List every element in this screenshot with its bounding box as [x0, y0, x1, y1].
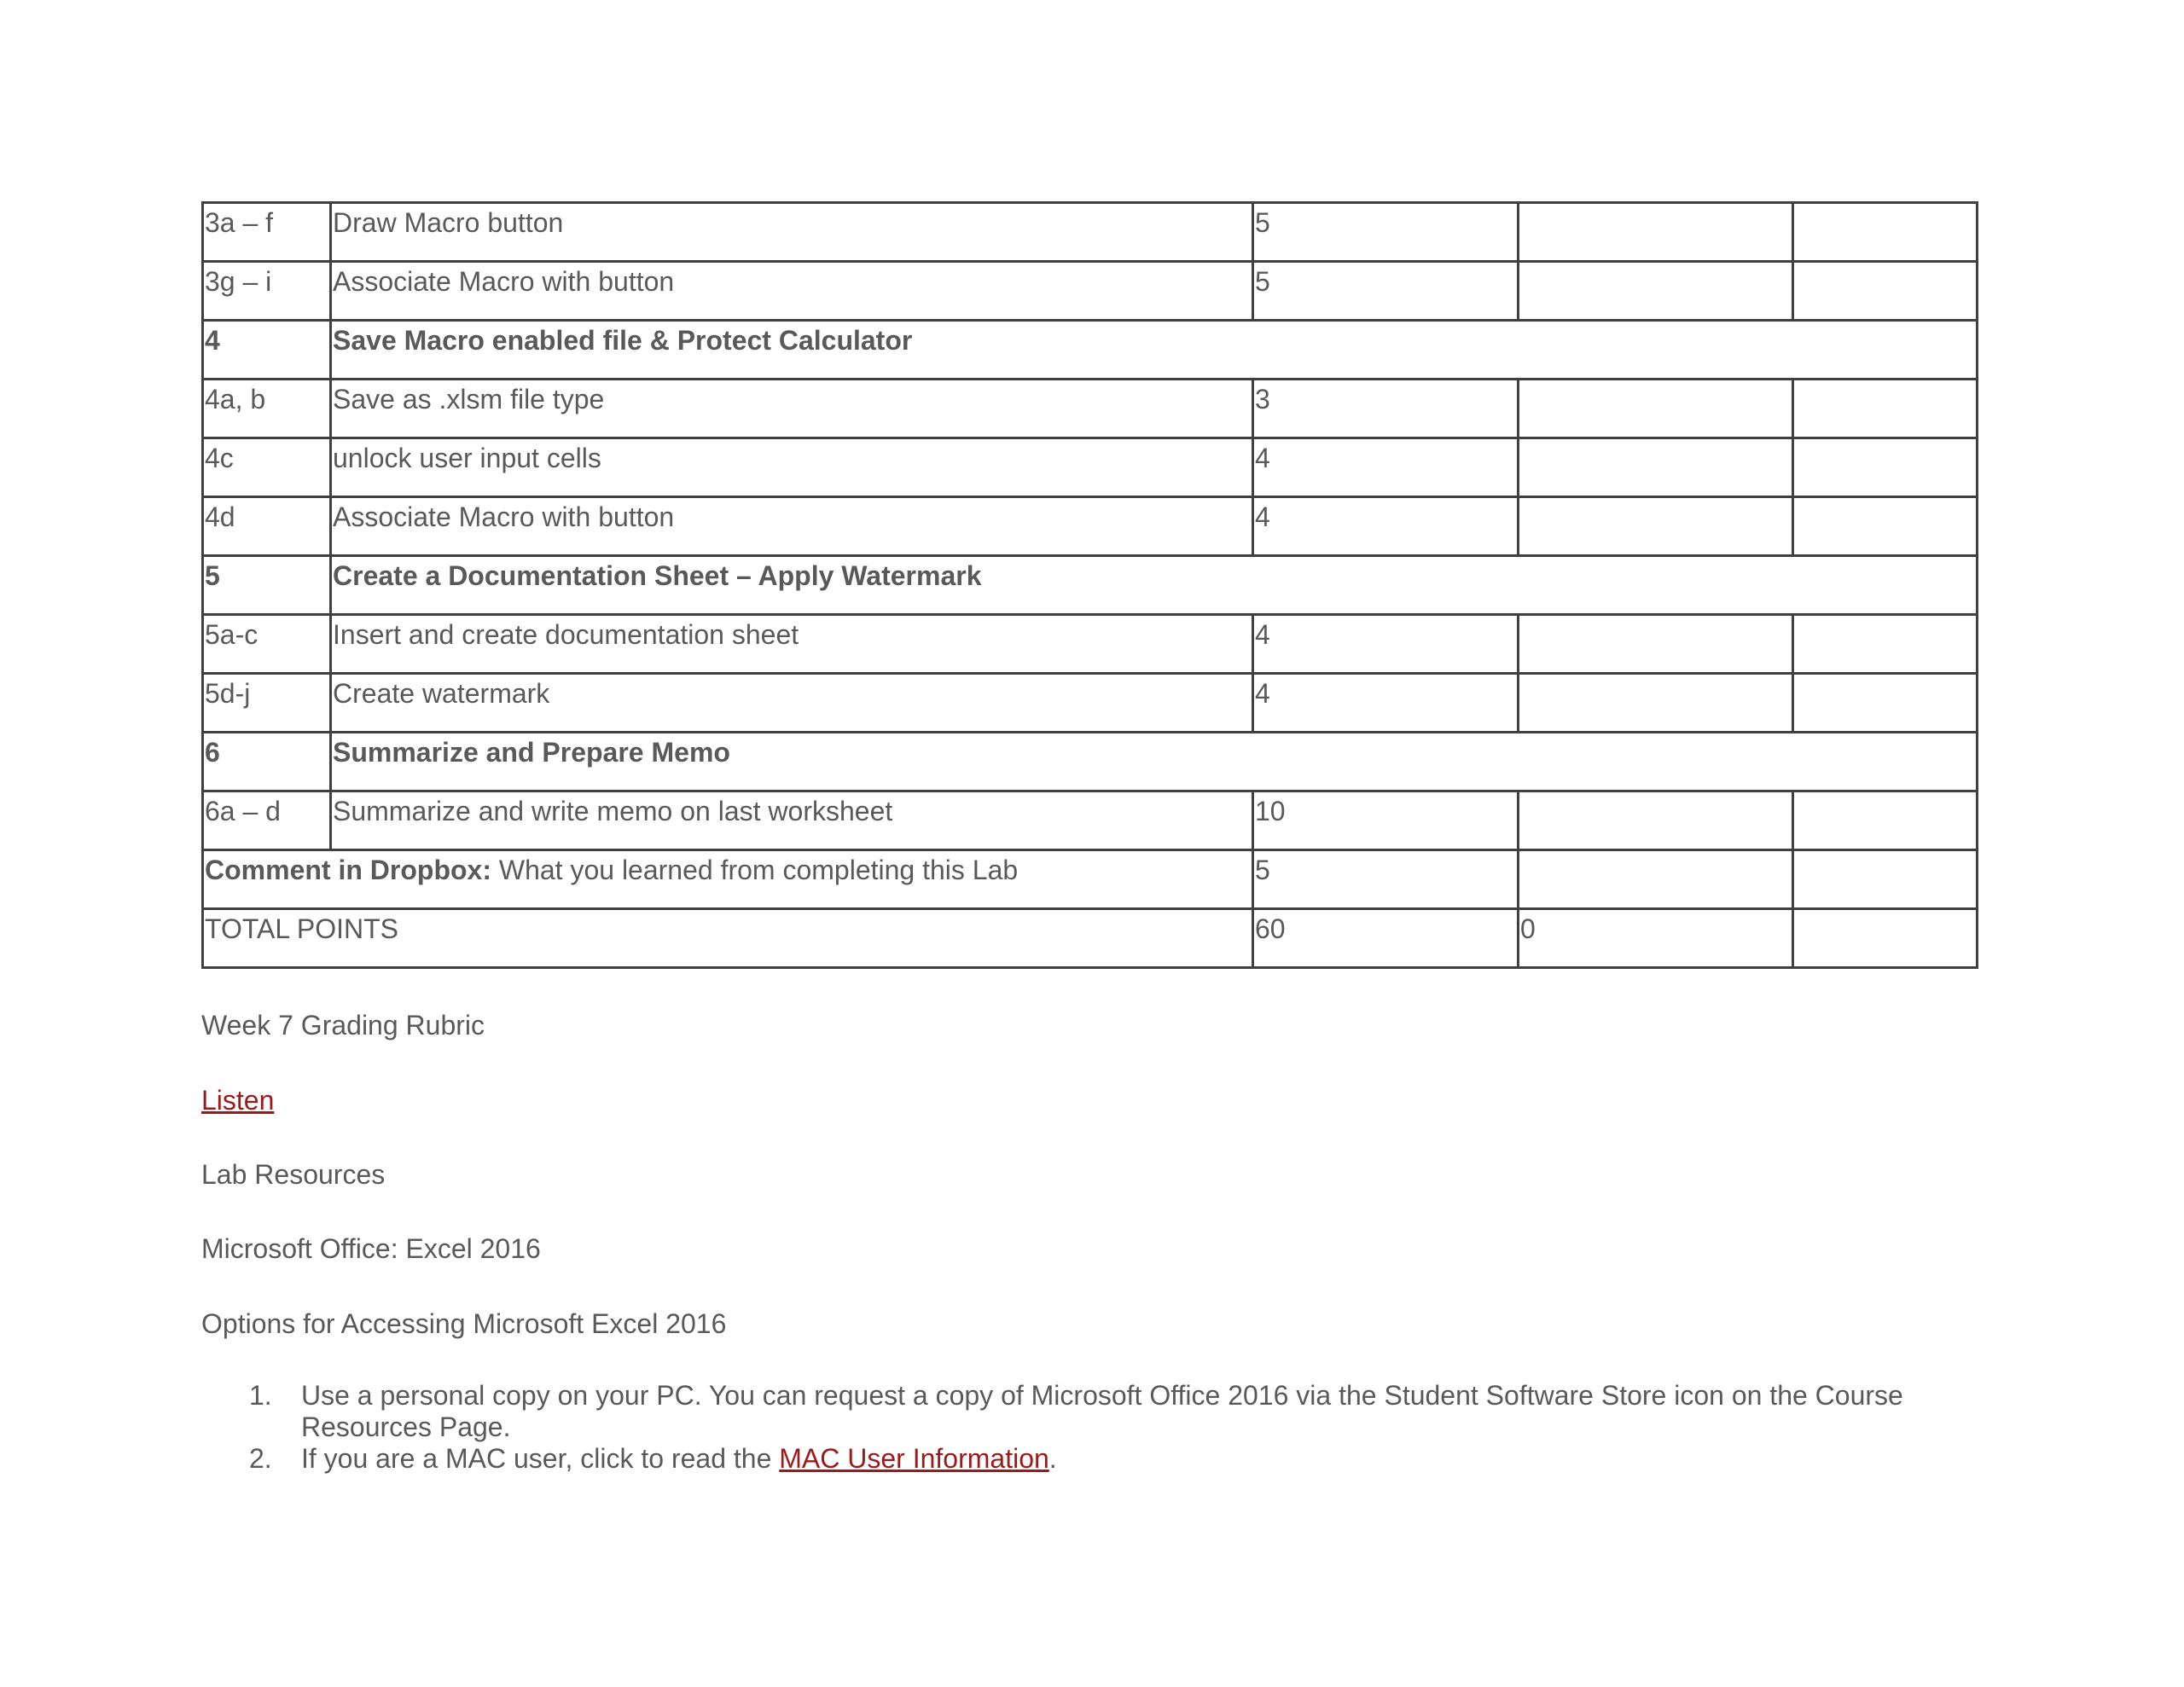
- table-row: [203, 674, 1978, 733]
- lab-resources-heading: Lab Resources: [201, 1159, 386, 1190]
- comments-cell: [1793, 791, 1978, 850]
- table-row: [203, 615, 1978, 674]
- table-row: [203, 203, 1978, 262]
- comments-cell: [1793, 497, 1978, 556]
- description-cell: Draw Macro button: [331, 203, 1253, 262]
- earned-cell: [1519, 674, 1793, 733]
- comment-in-dropbox-cell: [203, 850, 1253, 909]
- points-cell: 5: [1253, 203, 1519, 262]
- list-item-text: If you are a MAC user, click to read the: [301, 1443, 780, 1474]
- list-item: [201, 1443, 1976, 1475]
- comments-cell: [1793, 380, 1978, 438]
- step-cell: 4c: [203, 438, 331, 497]
- comments-cell: [1793, 850, 1978, 909]
- earned-cell: [1519, 438, 1793, 497]
- points-cell: 4: [1253, 674, 1519, 733]
- comments-cell: [1793, 203, 1978, 262]
- step-cell: 6a – d: [203, 791, 331, 850]
- section-step-cell: 4: [203, 321, 331, 380]
- comments-cell: [1793, 438, 1978, 497]
- description-cell: Save as .xlsm file type: [331, 380, 1253, 438]
- earned-cell: [1519, 262, 1793, 321]
- comment-text: What you learned from completing this Lab: [491, 855, 1019, 885]
- description-cell: Create watermark: [331, 674, 1253, 733]
- description-cell: Summarize and write memo on last worksheet: [331, 791, 1253, 850]
- step-cell: 5a-c: [203, 615, 331, 674]
- table-row: [203, 438, 1978, 497]
- ms-office-text: Microsoft Office: Excel 2016: [201, 1233, 541, 1264]
- points-cell: 4: [1253, 615, 1519, 674]
- earned-cell: [1519, 380, 1793, 438]
- section-title-cell: Summarize and Prepare Memo: [331, 733, 1978, 791]
- listen-link[interactable]: Listen: [201, 1085, 275, 1116]
- list-number: 2.: [249, 1443, 272, 1474]
- description-cell: Insert and create documentation sheet: [331, 615, 1253, 674]
- list-item: [201, 1380, 1976, 1443]
- step-cell: 5d-j: [203, 674, 331, 733]
- options-heading: Options for Accessing Microsoft Excel 2016: [201, 1308, 727, 1339]
- points-cell: 3: [1253, 380, 1519, 438]
- earned-cell: [1519, 850, 1793, 909]
- earned-cell: [1519, 497, 1793, 556]
- comments-cell: [1793, 615, 1978, 674]
- section-row: [203, 733, 1978, 791]
- points-cell: 5: [1253, 850, 1519, 909]
- section-title-cell: Create a Documentation Sheet – Apply Watermark: [331, 556, 1978, 615]
- step-cell: 3a – f: [203, 203, 331, 262]
- comments-cell: [1793, 674, 1978, 733]
- earned-cell: [1519, 203, 1793, 262]
- table-row: [203, 497, 1978, 556]
- document-page: [201, 201, 1976, 1474]
- points-cell: 4: [1253, 497, 1519, 556]
- section-title-cell: Save Macro enabled file & Protect Calculator: [331, 321, 1978, 380]
- earned-cell: [1519, 615, 1793, 674]
- step-cell: 4a, b: [203, 380, 331, 438]
- section-row: [203, 556, 1978, 615]
- table-row: [203, 380, 1978, 438]
- step-cell: 3g – i: [203, 262, 331, 321]
- description-cell: Associate Macro with button: [331, 262, 1253, 321]
- list-number: 1.: [249, 1380, 272, 1411]
- comments-cell: [1793, 909, 1978, 968]
- total-label-cell: TOTAL POINTS: [203, 909, 1253, 968]
- options-list: [201, 1380, 1976, 1475]
- list-item-text-end: .: [1048, 1443, 1057, 1474]
- list-item-text: Use a personal copy on your PC. You can request a copy of Microsoft Office 2016 via the Student Software Store icon on the Course Resources Page.: [301, 1380, 1903, 1442]
- description-cell: Associate Macro with button: [331, 497, 1253, 556]
- mac-user-information-link[interactable]: MAC User Information: [779, 1443, 1049, 1474]
- grading-rubric-table: [201, 201, 1978, 969]
- week-rubric-title: Week 7 Grading Rubric: [201, 1010, 485, 1041]
- points-cell: 5: [1253, 262, 1519, 321]
- points-cell: 4: [1253, 438, 1519, 497]
- listen-paragraph: [201, 1083, 274, 1117]
- total-earned-cell: 0: [1519, 909, 1793, 968]
- points-cell: 10: [1253, 791, 1519, 850]
- description-cell: unlock user input cells: [331, 438, 1253, 497]
- table-row: [203, 791, 1978, 850]
- step-cell: 4d: [203, 497, 331, 556]
- section-step-cell: 6: [203, 733, 331, 791]
- section-row: [203, 321, 1978, 380]
- section-step-cell: 5: [203, 556, 331, 615]
- earned-cell: [1519, 791, 1793, 850]
- comments-cell: [1793, 262, 1978, 321]
- total-row: [203, 909, 1978, 968]
- comment-label: Comment in Dropbox:: [205, 855, 491, 885]
- table-row: [203, 262, 1978, 321]
- total-points-cell: 60: [1253, 909, 1519, 968]
- comment-row: [203, 850, 1978, 909]
